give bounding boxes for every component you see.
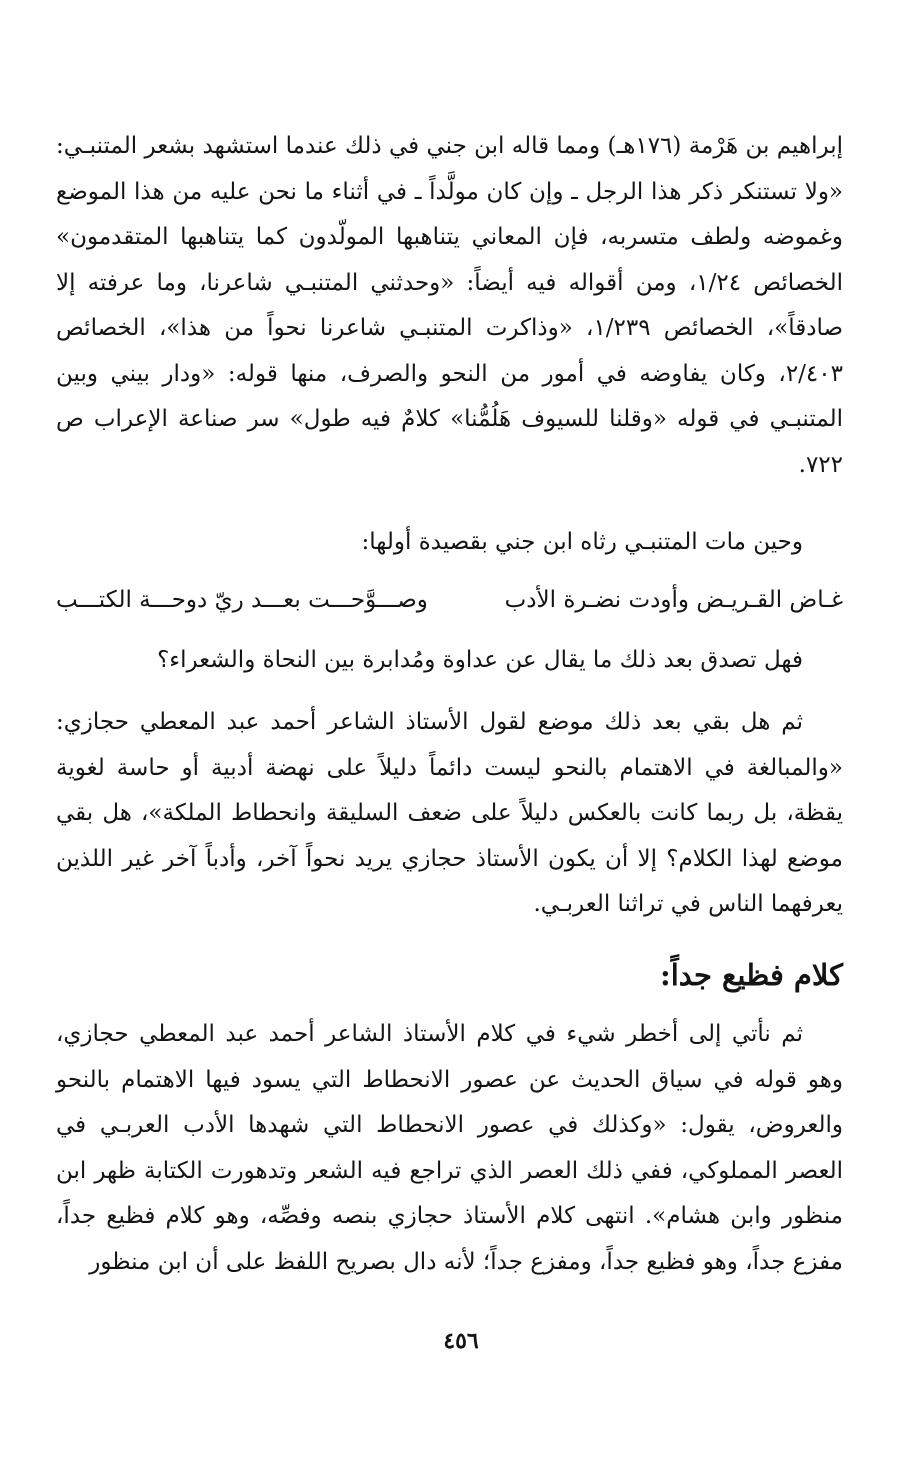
paragraph-mamluk-era xyxy=(56,1012,843,1285)
paragraph-text: ثم نأتي إلى أخطر شيء في كلام الأستاذ الشاعر أحمد عبد المعطي حجازي، وهو قوله في سياق الحديث عن عصور الانحطاط التي يسود فيها الاهتمام بالنحو والعروض، يقول: «وكذلك في عصور الانحطاط التي شهدها الأدب العربـي في العصر المملوكي، ففي ذلك العصر الذي تراجع فيه الشعر وتدهورت الكتابة ظهر ابن منظور وابن هشام». انتهى كلام الأستاذ حجازي بنصه وفصِّه، وهو كلام فظيع جداً، مفزع جداً، وهو فظيع جداً، ومفزع جداً؛ لأنه دال بصريح اللفظ على أن ابن منظور xyxy=(56,1021,843,1275)
paragraph-elegy-intro xyxy=(56,520,843,566)
paragraph-text: ثم هل بقي بعد ذلك موضع لقول الأستاذ الشاعر أحمد عبد المعطي حجازي: «والمبالغة في الاهتمام بالنحو ليست دائماً دليلاً على نهضة أدبية أو حاسة لغوية يقظة، بل ربما كانت بالعكس دليلاً على ضعف السليقة وانحطاط الملكة»، هل بقي موضع لهذا الكلام؟ إلا أن يكون الأستاذ حجازي يريد نحواً آخر، وأدباً آخر غير اللذين يعرفهما الناس في تراثنا العربـي. xyxy=(56,709,843,917)
paragraph-text: وحين مات المتنبـي رثاه ابن جني بقصيدة أولها: xyxy=(361,529,803,555)
paragraph-text: فهل تصدق بعد ذلك ما يقال عن عداوة ومُدابرة بين النحاة والشعراء؟ xyxy=(157,647,803,673)
paragraph-ibn-jinni-quotes xyxy=(56,124,843,488)
verse-second-hemistich: وصـــوَّحـــت بعـــد ريّ دوحـــة الكتـــب xyxy=(56,587,428,613)
paragraph-hijazi-quote xyxy=(56,700,843,928)
page-number: ٤٥٦ xyxy=(443,1328,479,1354)
paragraph-question xyxy=(56,638,843,684)
verse-first-hemistich: غـاض القـريـض وأودت نضـرة الأدب xyxy=(504,587,843,613)
section-heading: كلام فظيع جداً: xyxy=(659,958,843,992)
paragraph-text: إبراهيم بن هَرْمة (١٧٦هـ) ومما قاله ابن جني في ذلك عندما استشهد بشعر المتنبـي: «ولا تستنكر ذكر هذا الرجل ـ وإن كان مولَّداً ـ في أثناء ما نحن عليه من هذا الموضع وغموضه ولطف متسربه، فإن المعاني يتناهبها المولّدون كما يتناهبها المتقدمون» الخصائص ١/٢٤، ومن أقواله فيه أيضاً: «وحدثني المتنبـي شاعرنا، وما عرفته إلا صادقاً»، الخصائص ١/٢٣٩، «وذاكرت المتنبـي شاعرنا نحواً من هذا»، الخصائص ٢/٤٠٣، وكان يفاوضه في أمور من النحو والصرف، منها قوله: «ودار بيني وبين المتنبـي في قوله «وقلنا للسيوف هَلُمُّنا» كلامٌ فيه طول» سر صناعة الإعراب ص ٧٢٢. xyxy=(56,133,843,478)
poetry-verse xyxy=(56,578,843,622)
